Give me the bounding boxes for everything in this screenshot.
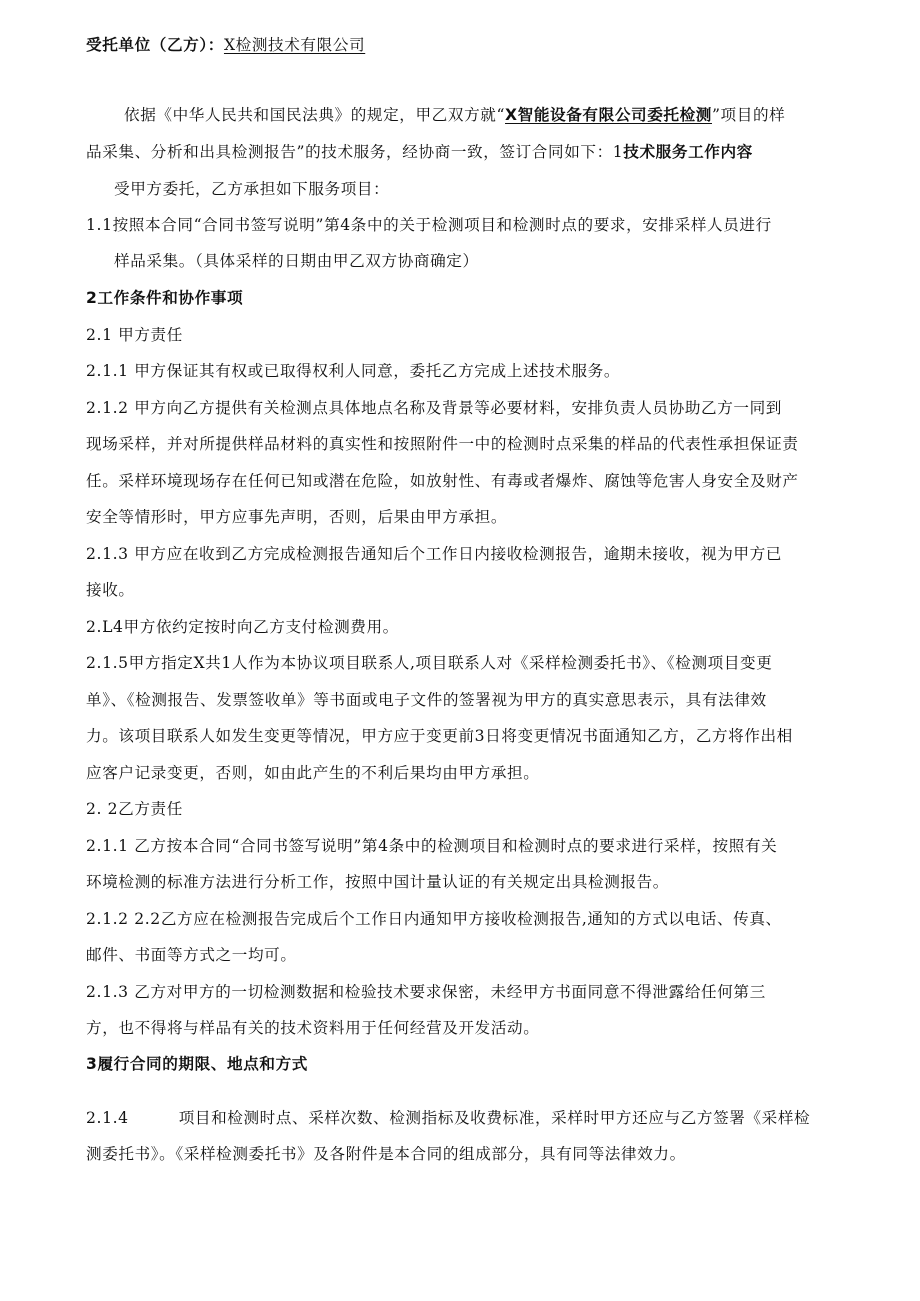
clause-2-1-5-line-1: 2.1.5甲方指定X共1人作为本协议项目联系人,项目联系人对《采样检测委托书》、《检测项目变更 <box>86 654 773 672</box>
clause-2-1-2-line-4: 安全等情形时，甲方应事先声明，否则，后果由甲方承担。 <box>86 508 508 526</box>
party-b-clause-2-1-3-line-1: 2.1.3 乙方对甲方的一切检测数据和检验技术要求保密，未经甲方书面同意不得泄露给任何第三 <box>86 983 766 1001</box>
clause-1-1-line-1: 1.1按照本合同“合同书签写说明”第4条中的关于检测项目和检测时点的要求，安排采样人员进行 <box>86 216 772 234</box>
trustee-line <box>86 34 365 56</box>
intro-text-b: ”项目的样 <box>711 106 786 124</box>
clause-2-1-3-line-2: 接收。 <box>86 581 135 599</box>
clause-number: 2.1.4 <box>86 1109 129 1127</box>
trustee-company: X检测技术有限公司 <box>223 36 366 54</box>
section-3-title: 3履行合同的期限、地点和方式 <box>86 1055 308 1073</box>
trustee-label: 受托单位（乙方）： <box>86 36 224 54</box>
intro-line-1 <box>124 104 785 126</box>
clause-2-1-1: 2.1.1 甲方保证其有权或已取得权利人同意，委托乙方完成上述技术服务。 <box>86 362 621 380</box>
clause-2-1-2-line-3: 任。采样环境现场存在任何已知或潜在危险，如放射性、有毒或者爆炸、腐蚀等危害人身安全及财产 <box>86 472 799 490</box>
clause-2-1-2-line-2: 现场采样，并对所提供样品材料的真实性和按照附件一中的检测时点采集的样品的代表性承担保证责 <box>86 435 799 453</box>
intro-line-2 <box>86 141 753 163</box>
section-2-title: 2工作条件和协作事项 <box>86 289 244 307</box>
clause-1-1-line-2: 样品采集。（具体采样的日期由甲乙双方协商确定） <box>114 252 479 270</box>
section-1-title: 技术服务工作内容 <box>623 143 753 161</box>
clause-2-1-5-line-2: 单》、《检测报告、发票签收单》等书面或电子文件的签署视为甲方的真实意思表示，具有法律效 <box>86 691 767 709</box>
clause-3-2-1-4-line-1 <box>86 1107 810 1129</box>
intro-text-a: 依据《中华人民共和国民法典》的规定，甲乙双方就“ <box>124 106 506 124</box>
party-b-clause-2-1-1-line-2: 环境检测的标准方法进行分析工作，按照中国计量认证的有关规定出具检测报告。 <box>86 873 669 891</box>
party-b-clause-2-1-2-line-1: 2.1.2 2.2乙方应在检测报告完成后个工作日内通知甲方接收检测报告,通知的方式以电话、传真、 <box>86 910 782 928</box>
subsection-2-2: 2. 2乙方责任 <box>86 800 183 818</box>
clause-text: 项目和检测时点、采样次数、检测指标及收费标准，采样时甲方还应与乙方签署《采样检 <box>178 1109 811 1127</box>
clause-2-1-2-line-1: 2.1.2 甲方向乙方提供有关检测点具体地点名称及背景等必要材料，安排负责人员协助乙方一同到 <box>86 399 782 417</box>
clause-2-1-5-line-4: 应客户记录变更，否则，如由此产生的不利后果均由甲方承担。 <box>86 764 540 782</box>
project-name: X智能设备有限公司委托检测 <box>505 106 712 124</box>
section-1-intro: 受甲方委托，乙方承担如下服务项目： <box>114 180 390 198</box>
clause-3-2-1-4-line-2: 测委托书》。《采样检测委托书》及各附件是本合同的组成部分，具有同等法律效力。 <box>86 1145 686 1163</box>
party-b-clause-2-1-2-line-2: 邮件、书面等方式之一均可。 <box>86 946 297 964</box>
party-b-clause-2-1-1-line-1: 2.1.1 乙方按本合同“合同书签写说明”第4条中的检测项目和检测时点的要求进行采样，按照有关 <box>86 837 778 855</box>
intro-text-c: 品采集、分析和出具检测报告”的技术服务，经协商一致，签订合同如下：1 <box>86 143 624 161</box>
party-b-clause-2-1-3-line-2: 方，也不得将与样品有关的技术资料用于任何经营及开发活动。 <box>86 1019 540 1037</box>
subsection-2-1: 2.1 甲方责任 <box>86 326 183 344</box>
clause-2-1-4: 2.L4甲方依约定按时向乙方支付检测费用。 <box>86 618 399 636</box>
clause-2-1-5-line-3: 力。该项目联系人如发生变更等情况，甲方应于变更前3日将变更情况书面通知乙方，乙方将作出相 <box>86 727 793 745</box>
clause-2-1-3-line-1: 2.1.3 甲方应在收到乙方完成检测报告通知后个工作日内接收检测报告，逾期未接收，视为甲方已 <box>86 545 782 563</box>
